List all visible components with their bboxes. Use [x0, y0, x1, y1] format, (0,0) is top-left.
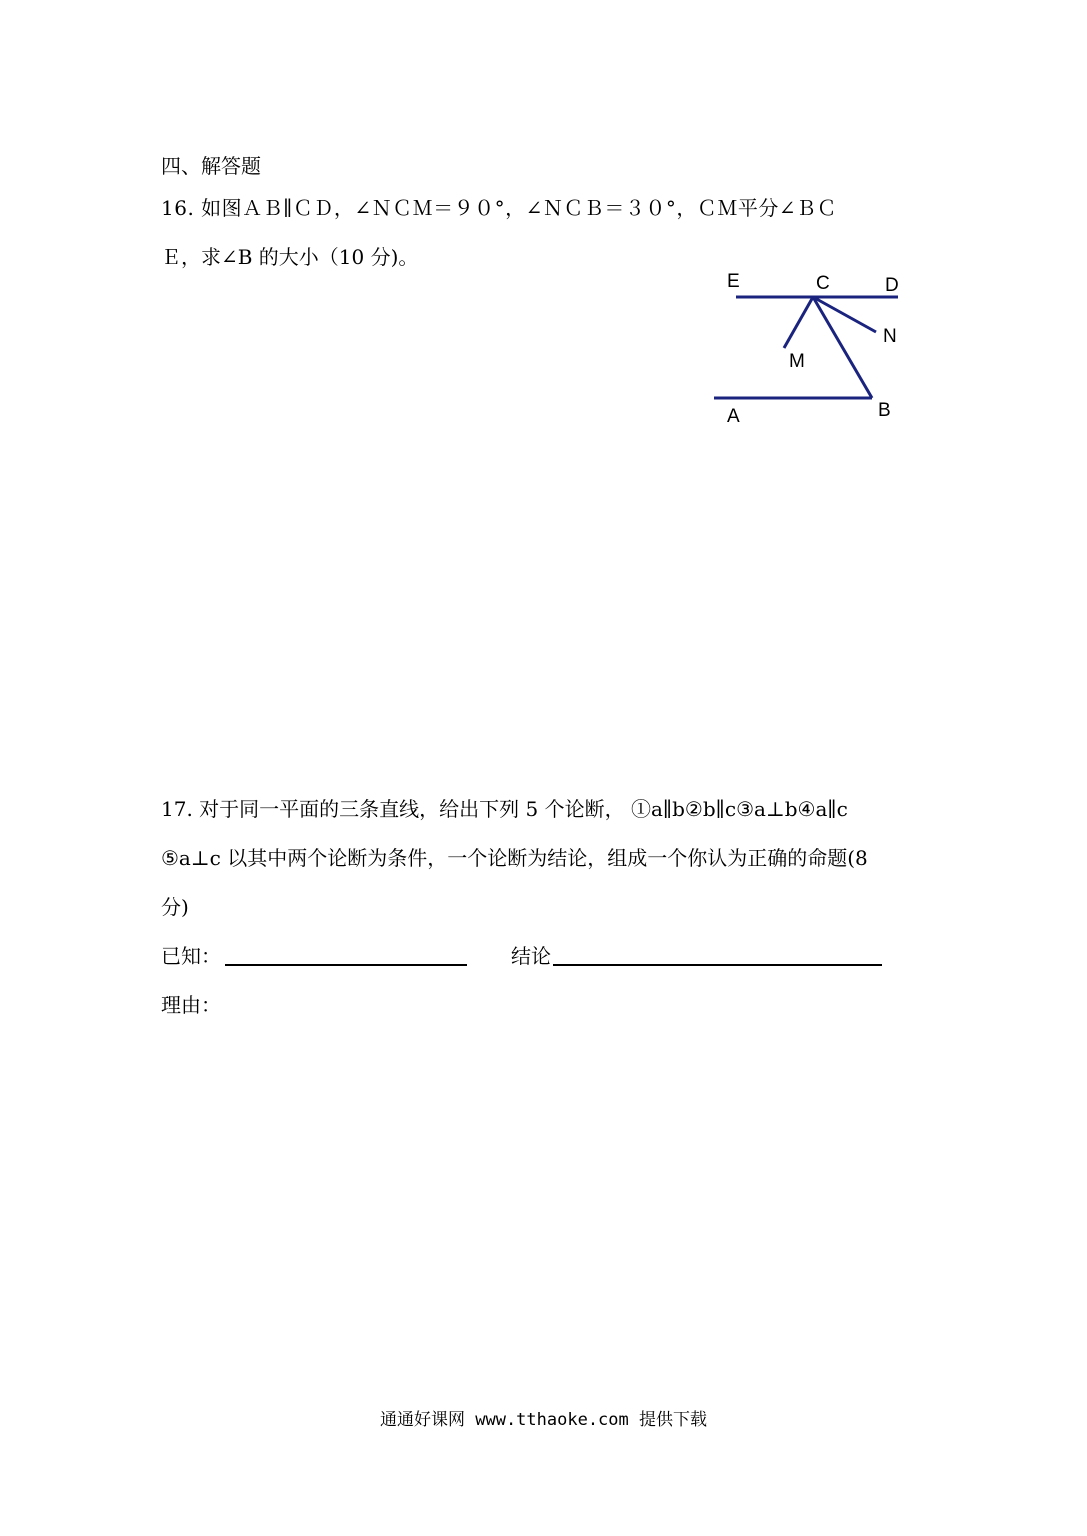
- label-b: B: [878, 400, 891, 421]
- question-17-text-line-2: ⑤a⊥c 以其中两个论断为条件，一个论断为结论，组成一个你认为正确的命题(8: [161, 846, 868, 870]
- reason-label: 理由：: [161, 993, 221, 1017]
- question-17-text-line-3: 分): [161, 895, 189, 919]
- label-c: C: [816, 273, 830, 294]
- label-a: A: [727, 406, 740, 427]
- conclusion-answer-blank[interactable]: [553, 964, 882, 966]
- segment-cm: [784, 297, 813, 348]
- label-m: M: [789, 351, 805, 372]
- geometry-figure: [700, 260, 920, 440]
- known-label: 已知：: [161, 944, 221, 968]
- label-d: D: [885, 275, 899, 296]
- footer-text: 通通好课网 www.tthaoke.com 提供下载: [380, 1410, 707, 1430]
- question-16-text-line-1: 16. 如图ＡＢ∥ＣＤ，∠ＮＣＭ＝９０°，∠ＮＣＢ＝３０°，ＣＭ平分∠ＢＣ: [161, 196, 838, 220]
- question-16-text-line-2: Ｅ，求∠B 的大小（10 分)。: [161, 245, 419, 269]
- known-answer-blank[interactable]: [225, 964, 467, 966]
- label-e: E: [727, 271, 740, 292]
- question-17-text-line-1: 17. 对于同一平面的三条直线，给出下列 5 个论断， ①a∥b②b∥c③a⊥b④a∥c: [161, 797, 848, 821]
- section-title: 四、解答题: [161, 154, 261, 178]
- conclusion-label: 结论: [511, 944, 551, 968]
- label-n: N: [883, 326, 897, 347]
